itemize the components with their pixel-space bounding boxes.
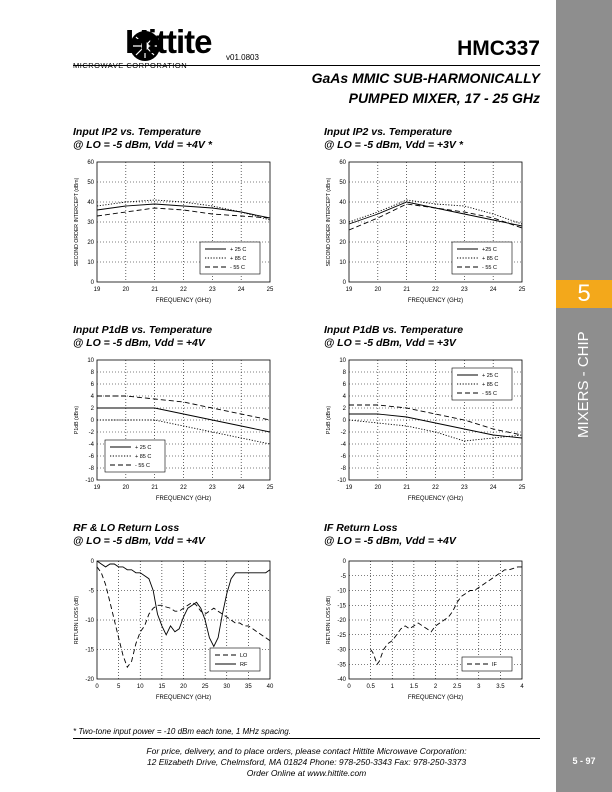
page-title-line1: GaAs MMIC SUB-HARMONICALLY [311, 70, 540, 86]
chart-title [324, 522, 456, 548]
x-tick-label: 25 [518, 287, 526, 293]
chart-title-line1: IF Return Loss [324, 522, 398, 534]
x-tick-label: 3.5 [496, 684, 505, 690]
chart-title-line2: @ LO = -5 dBm, Vdd = +4V [73, 535, 205, 547]
x-axis-label: FREQUENCY (GHz) [155, 695, 212, 701]
legend-label: + 25 C [482, 373, 499, 379]
x-tick-label: 0.5 [366, 684, 375, 690]
y-tick-label: 0 [90, 559, 94, 565]
x-tick-label: 25 [518, 485, 526, 491]
y-axis-label: SECOND ORDER INTERCEPT (dBm) [326, 177, 332, 267]
x-axis-label: FREQUENCY (GHz) [407, 298, 464, 304]
x-tick-label: 22 [432, 287, 439, 293]
y-tick-label: -10 [337, 588, 346, 595]
chart-title-line2: @ LO = -5 dBm, Vdd = +4V [324, 535, 456, 547]
legend-label: + 85 C [230, 256, 247, 262]
y-tick-label: -30 [337, 647, 346, 654]
chart-title-line2: @ LO = -5 dBm, Vdd = +4V [73, 337, 205, 349]
x-tick-label: 22 [180, 485, 187, 491]
y-tick-label: 4 [90, 394, 94, 400]
x-axis-label: FREQUENCY (GHz) [155, 496, 212, 502]
x-tick-label: 20 [374, 485, 382, 491]
x-tick-label: 20 [122, 287, 130, 293]
y-tick-label: 8 [90, 370, 94, 376]
y-tick-label: 10 [339, 260, 346, 266]
legend-label: - 55 C [135, 463, 150, 469]
y-tick-label: -2 [88, 430, 94, 436]
x-tick-label: 25 [201, 684, 209, 690]
chart-title-line2: @ LO = -5 dBm, Vdd = +3V * [324, 139, 463, 151]
x-tick-label: 24 [489, 287, 497, 293]
x-tick-label: 21 [403, 287, 411, 293]
x-tick-label: 35 [245, 684, 252, 690]
x-tick-label: 22 [432, 485, 439, 491]
x-tick-label: 30 [223, 684, 231, 690]
y-tick-label: 8 [342, 370, 346, 376]
y-axis-label: RETURN LOSS (dB) [74, 595, 80, 645]
legend-box [210, 648, 260, 671]
y-tick-label: 30 [339, 220, 346, 226]
p1db-vdd3-chart [320, 354, 532, 506]
page-number: 5 - 97 [572, 756, 596, 766]
y-tick-label: -8 [88, 466, 94, 472]
x-tick-label: 1.5 [409, 684, 419, 690]
y-axis-label: SECOND ORDER INTERCEPT (dBm) [74, 177, 80, 267]
section-number-tab: 5 [556, 280, 612, 308]
chart-title-line1: Input P1dB vs. Temperature [324, 324, 464, 336]
y-tick-label: 0 [90, 280, 94, 286]
chart-title-line1: Input IP2 vs. Temperature [324, 126, 452, 138]
chart-title [73, 522, 205, 548]
footer-line: 12 Elizabeth Drive, Chelmsford, MA 01824 Phone: 978-250-3343 Fax: 978-250-3373 [146, 757, 467, 767]
part-number: HMC337 [457, 37, 540, 60]
chart-title-line1: RF & LO Return Loss [73, 522, 180, 534]
footnote: * Two-tone input power = -10 dBm each tone, 1 MHz spacing. [73, 727, 291, 736]
chart-title [73, 126, 212, 152]
x-tick-label: 23 [208, 485, 216, 491]
company-name: Hittite [125, 23, 212, 60]
chart-title [324, 324, 463, 350]
chart-title [73, 324, 212, 350]
if-return-loss-chart [320, 555, 532, 707]
x-tick-label: 25 [266, 485, 274, 491]
ip2-vdd4-chart [68, 156, 280, 308]
y-tick-label: -4 [340, 442, 346, 448]
x-tick-label: 19 [93, 485, 101, 491]
x-tick-label: 3 [477, 684, 481, 690]
x-tick-label: 24 [489, 485, 497, 491]
footer-line: For price, delivery, and to place orders, please contact Hittite Microwave Corporation: [146, 746, 467, 756]
x-axis-label: FREQUENCY (GHz) [407, 695, 464, 701]
y-tick-label: -40 [337, 677, 346, 683]
x-tick-label: 23 [460, 287, 468, 293]
x-tick-label: 20 [122, 485, 130, 491]
x-tick-label: 19 [345, 485, 353, 491]
x-axis-label: FREQUENCY (GHz) [407, 496, 464, 502]
y-tick-label: -15 [85, 647, 94, 654]
x-tick-label: 40 [266, 684, 274, 690]
y-tick-label: 40 [339, 200, 346, 206]
x-tick-label: 2.5 [452, 684, 462, 690]
ip2-vdd3-chart [320, 156, 532, 308]
x-tick-label: 15 [158, 684, 166, 690]
x-tick-label: 2 [433, 684, 438, 690]
x-tick-label: 20 [180, 684, 187, 690]
x-tick-label: 22 [180, 287, 187, 293]
legend-label: - 55 C [230, 265, 245, 271]
y-tick-label: 0 [342, 418, 346, 424]
y-tick-label: 30 [87, 220, 94, 226]
legend-label: + 25 C [135, 445, 152, 451]
y-tick-label: 60 [339, 160, 346, 166]
y-tick-label: 10 [87, 260, 94, 266]
legend-label: + 85 C [482, 382, 499, 388]
y-tick-label: -10 [85, 618, 94, 624]
y-tick-label: 10 [87, 358, 94, 364]
y-tick-label: -20 [85, 677, 94, 683]
y-tick-label: -10 [337, 478, 346, 484]
x-tick-label: 10 [136, 684, 144, 690]
x-tick-label: 0 [95, 684, 99, 690]
y-tick-label: -20 [337, 618, 346, 624]
x-tick-label: 25 [266, 287, 274, 293]
chart-title-line2: @ LO = -5 dBm, Vdd = +3V [324, 337, 456, 349]
footnote-divider [73, 738, 540, 739]
y-tick-label: 4 [342, 394, 346, 400]
y-tick-label: -35 [337, 662, 346, 669]
x-tick-label: 23 [460, 485, 468, 491]
y-tick-label: 50 [87, 180, 94, 186]
y-tick-label: 40 [87, 200, 94, 206]
x-tick-label: 21 [151, 485, 159, 491]
y-tick-label: 2 [90, 406, 94, 412]
x-tick-label: 4 [520, 684, 524, 690]
rf-lo-return-loss-chart [68, 555, 280, 707]
x-tick-label: 5 [116, 684, 121, 690]
y-tick-label: -5 [340, 573, 346, 580]
x-axis-label: FREQUENCY (GHz) [155, 298, 212, 304]
footer-line: Order Online at www.hittite.com [246, 768, 367, 778]
page-title-line2: PUMPED MIXER, 17 - 25 GHz [348, 90, 540, 106]
y-tick-label: -15 [337, 603, 346, 610]
y-tick-label: 20 [87, 240, 94, 246]
y-tick-label: -5 [88, 588, 94, 595]
x-tick-label: 19 [345, 287, 353, 293]
y-tick-label: 10 [339, 358, 346, 364]
x-tick-label: 23 [208, 287, 216, 293]
x-tick-label: 1 [390, 684, 394, 690]
x-tick-label: 19 [93, 287, 101, 293]
section-label: MIXERS - CHIP [575, 331, 592, 438]
y-tick-label: 0 [90, 418, 94, 424]
legend-label: + 85 C [482, 256, 499, 262]
chart-title-line1: Input IP2 vs. Temperature [73, 126, 201, 138]
chart-title-line1: Input P1dB vs. Temperature [73, 324, 213, 336]
x-tick-label: 0 [347, 684, 351, 690]
y-axis-label: P1dB (dBm) [326, 405, 332, 435]
x-tick-label: 24 [237, 485, 245, 491]
p1db-vdd4-chart [68, 354, 280, 506]
legend-label: - 55 C [482, 391, 497, 397]
y-axis-label: RETURN LOSS (dB) [326, 595, 332, 645]
x-tick-label: 24 [237, 287, 245, 293]
legend-label: + 25 C [230, 247, 247, 253]
x-tick-label: 21 [151, 287, 159, 293]
legend-label: IF [492, 662, 497, 668]
chart-title-line2: @ LO = -5 dBm, Vdd = +4V * [73, 139, 212, 151]
y-tick-label: -10 [85, 478, 94, 484]
y-tick-label: 2 [342, 406, 346, 412]
y-tick-label: -4 [88, 442, 94, 448]
version-label: v01.0803 [226, 53, 259, 62]
legend-label: - 55 C [482, 265, 497, 271]
y-tick-label: -6 [88, 454, 94, 460]
chart-title [324, 126, 463, 152]
legend-label: LO [240, 653, 248, 659]
y-tick-label: -2 [340, 430, 346, 436]
legend-label: +25 C [482, 247, 497, 253]
legend-label: RF [240, 662, 248, 668]
y-axis-label: P1dB (dBm) [74, 405, 80, 435]
y-tick-label: -25 [337, 632, 346, 639]
y-tick-label: 20 [339, 240, 346, 246]
x-tick-label: 20 [374, 287, 382, 293]
y-tick-label: 0 [342, 559, 346, 565]
y-tick-label: 60 [87, 160, 94, 166]
y-tick-label: 50 [339, 180, 346, 186]
y-tick-label: -6 [340, 454, 346, 460]
header-divider [73, 65, 540, 66]
y-tick-label: 6 [342, 382, 346, 388]
y-tick-label: 0 [342, 280, 346, 286]
x-tick-label: 21 [403, 485, 411, 491]
y-tick-label: 6 [90, 382, 94, 388]
y-tick-label: -8 [340, 466, 346, 472]
legend-label: + 85 C [135, 454, 152, 460]
